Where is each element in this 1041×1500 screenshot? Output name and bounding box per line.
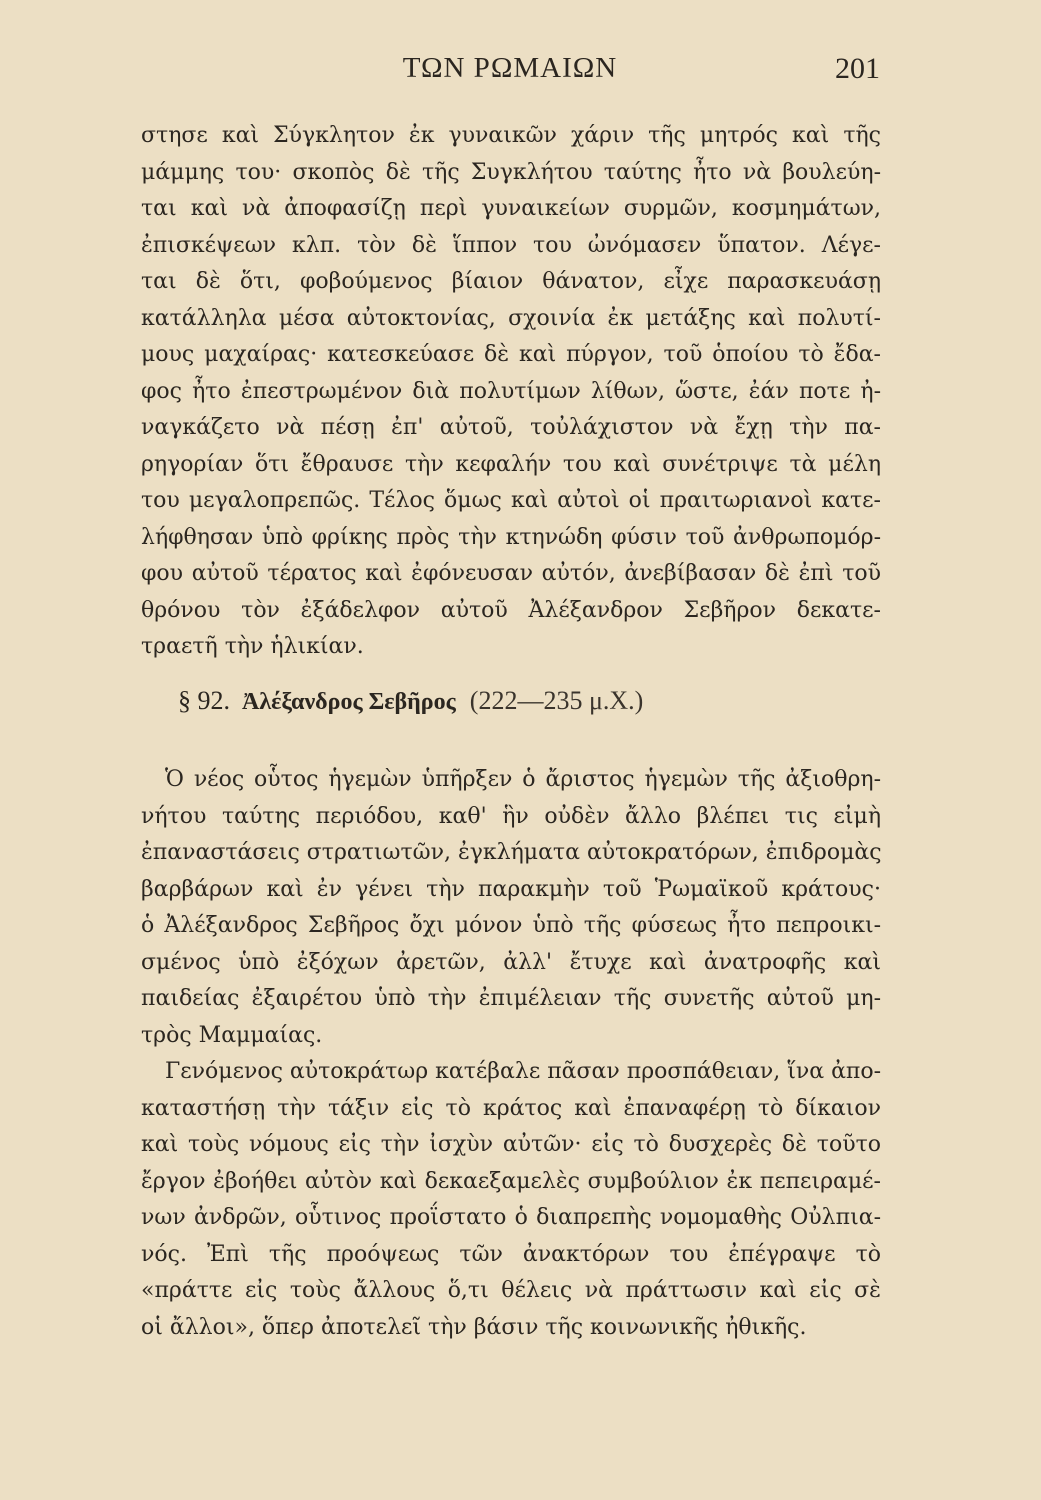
- text-line: ἔργον ἐβοήθει αὐτὸν καὶ δεκαεξαμελὲς συμβούλιον ἐκ πεπειραμέ-: [141, 1169, 881, 1194]
- text-line: λήφθησαν ὑπὸ φρίκης πρὸς τὴν κτηνώδη φύσιν τοῦ ἀνθρωπομόρ-: [141, 525, 881, 550]
- text-line: σμένος ὑπὸ ἐξόχων ἀρετῶν, ἀλλ' ἔτυχε καὶ ἀνατροφῆς καὶ: [141, 950, 881, 975]
- page-header: [140, 52, 880, 96]
- text-line: ὁ Ἀλέξανδρος Σεβῆρος ὄχι μόνον ὑπὸ τῆς φύσεως ἦτο πεπροικι-: [141, 913, 881, 938]
- text-line: μάμμης του· σκοπὸς δὲ τῆς Συγκλήτου ταύτης ἦτο νὰ βουλεύη-: [141, 160, 881, 185]
- text-line: Ὁ νέος οὗτος ἡγεμὼν ὑπῆρξεν ὁ ἄριστος ἡγεμὼν τῆς ἀξιοθρη-: [165, 767, 881, 792]
- text-line: βαρβάρων καὶ ἐν γένει τὴν παρακμὴν τοῦ Ῥωμαϊκοῦ κράτους·: [141, 877, 881, 902]
- text-line: νός. Ἐπὶ τῆς προόψεως τῶν ἀνακτόρων του ἐπέγραψε τὸ: [141, 1242, 881, 1267]
- section-name: Ἀλέξανδρος Σεβῆρος: [242, 689, 456, 715]
- text-line: παιδείας ἐξαιρέτου ὑπὸ τὴν ἐπιμέλειαν τῆς συνετῆς αὐτοῦ μη-: [141, 986, 881, 1011]
- text-line: φος ἦτο ἐπεστρωμένον διὰ πολυτίμων λίθων, ὥστε, ἐάν ποτε ἠ-: [141, 379, 881, 404]
- section-dates: (222—235 μ.Χ.): [469, 686, 644, 715]
- text-line: μους μαχαίρας· κατεσκεύασε δὲ καὶ πύργον, τοῦ ὁποίου τὸ ἔδα-: [141, 342, 881, 367]
- text-line: οἱ ἄλλοι», ὅπερ ἀποτελεῖ τὴν βάσιν τῆς κοινωνικῆς ἠθικῆς.: [141, 1315, 807, 1340]
- text-line: Γενόμενος αὐτοκράτωρ κατέβαλε πᾶσαν προσπάθειαν, ἵνα ἀπο-: [165, 1059, 882, 1084]
- text-line: τραετῆ τὴν ἡλικίαν.: [141, 634, 364, 659]
- text-line: κατάλληλα μέσα αὐτοκτονίας, σχοινία ἐκ μετάξης καὶ πολυτί-: [141, 306, 881, 331]
- text-line: φου αὐτοῦ τέρατος καὶ ἐφόνευσαν αὐτόν, ἀνεβίβασαν δὲ ἐπὶ τοῦ: [141, 561, 881, 586]
- text-line: νων ἀνδρῶν, οὗτινος προΐστατο ὁ διαπρεπὴς νομομαθὴς Οὐλπια-: [141, 1205, 881, 1230]
- page-number: 201: [835, 52, 880, 85]
- text-line: ται καὶ νὰ ἀποφασίζῃ περὶ γυναικείων συρμῶν, κοσμημάτων,: [141, 196, 881, 221]
- text-line: καταστήσῃ τὴν τάξιν εἰς τὸ κράτος καὶ ἐπαναφέρῃ τὸ δίκαιον: [141, 1096, 881, 1121]
- text-line: του μεγαλοπρεπῶς. Τέλος ὅμως καὶ αὐτοὶ οἱ πραιτωριανοὶ κατε-: [141, 488, 881, 513]
- text-line: ἐπαναστάσεις στρατιωτῶν, ἐγκλήματα αὐτοκρατόρων, ἐπιδρομὰς: [141, 840, 882, 865]
- section-number: § 92.: [178, 686, 230, 715]
- text-line: καὶ τοὺς νόμους εἰς τὴν ἰσχὺν αὐτῶν· εἰς τὸ δυσχερὲς δὲ τοῦτο: [141, 1132, 881, 1157]
- text-line: στησε καὶ Σύγκλητον ἐκ γυναικῶν χάριν τῆς μητρός καὶ τῆς: [141, 123, 881, 148]
- text-line: ρηγορίαν ὅτι ἔθραυσε τὴν κεφαλήν του καὶ συνέτριψε τὰ μέλη: [141, 452, 881, 477]
- text-line: θρόνου τὸν ἐξάδελφον αὐτοῦ Ἀλέξανδρον Σεβῆρον δεκατε-: [141, 598, 881, 623]
- running-title: ΤΩΝ ΡΩΜΑΙΩΝ: [402, 52, 618, 84]
- text-line: «πράττε εἰς τοὺς ἄλλους ὅ,τι θέλεις νὰ πράττωσιν καὶ εἰς σὲ: [141, 1278, 881, 1303]
- text-line: τρὸς Μαμμαίας.: [141, 1023, 323, 1048]
- text-line: ναγκάζετο νὰ πέσῃ ἐπ' αὐτοῦ, τοὐλάχιστον νὰ ἔχῃ τὴν πα-: [141, 415, 881, 440]
- section-heading: [178, 686, 643, 716]
- text-line: ται δὲ ὅτι, φοβούμενος βίαιον θάνατον, εἶχε παρασκευάσῃ: [141, 269, 881, 294]
- text-line: ἐπισκέψεων κλπ. τὸν δὲ ἵππον του ὠνόμασεν ὕπατον. Λέγε-: [141, 233, 881, 258]
- text-line: νήτου ταύτης περιόδου, καθ' ἣν οὐδὲν ἄλλο βλέπει τις εἰμὴ: [141, 804, 881, 829]
